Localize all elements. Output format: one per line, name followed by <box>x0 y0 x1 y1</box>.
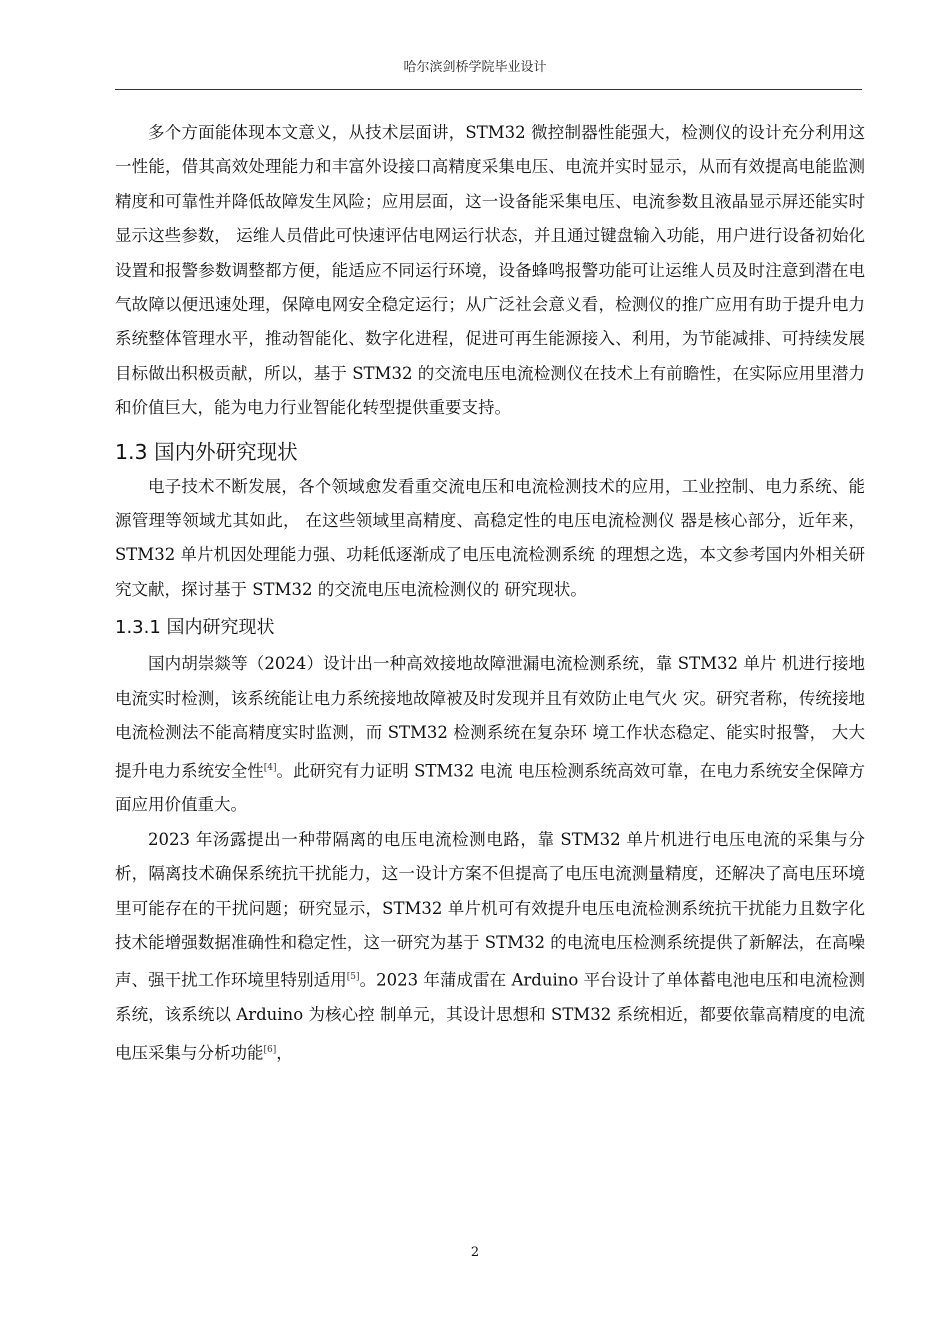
header-divider <box>115 89 862 90</box>
paragraph-text: 2023 年汤露提出一种带隔离的电压电流检测电路，靠 STM32 单片机进行电压电流的采集与分析，隔离技术确保系统抗干扰能力，这一设计方案不但提高了电压电流测量精度，还解决了高电压环境里可能存在的干扰问题；研究显示，STM32 单片机可有效提升电压电流检测系统抗干扰能力且数字化技术能增强数据准确性和稳定性，这一研究为基于 STM32 的电流电压检测系统提供了新解法，在高噪声、强干扰工作环境里特别适用 <box>115 829 865 990</box>
subsection-1-3-1-paragraph-1 <box>115 647 865 823</box>
subsection-1-3-1-paragraph-2 <box>115 823 865 1071</box>
citation-6: [6] <box>263 1044 277 1055</box>
page-body <box>115 116 865 1071</box>
paragraph-text: 国内胡崇燚等（2024）设计出一种高效接地故障泄漏电流检测系统，靠 STM32 单片 机进行接地电流实时检测，该系统能让电力系统接地故障被及时发现并且有效防止电气火 灾。研究者称，传统接地电流检测法不能高精度实时监测，而 STM32 检测系统在复杂环 境工作状态稳定、能实时报警， 大大提升电力系统安全性 <box>115 654 865 780</box>
section-1-3-paragraph: 电子技术不断发展，各个领域愈发看重交流电压和电流检测技术的应用，工业控制、电力系统、能源管理等领域尤其如此， 在这些领域里高精度、高稳定性的电压电流检测仪 器是核心部分，近年来，STM32 单片机因处理能力强、功耗低逐渐成了电压电流检测系统 的理想之选，本文参考国内外相关研究文献，探讨基于 STM32 的交流电压电流检测仪的 研究现状。 <box>115 476 865 599</box>
page-number: 2 <box>470 1245 480 1260</box>
paragraph-text: 。此研究有力证明 STM32 电流 电压检测系统高效可靠，在电力系统安全保障方面应用价值重大。 <box>115 761 866 815</box>
subsection-heading-1-3-1: 1.3.1 国内研究现状 <box>115 617 275 639</box>
running-header: 哈尔滨剑桥学院毕业设计 <box>403 60 547 75</box>
citation-4: [4] <box>263 762 277 773</box>
paragraph-text: 。2023 年蒲成雷在 Arduino 平台设计了单体蓄电池电压和电流检测系统，该系统以 Arduino 为核心控 制单元，其设计思想和 STM32 系统相近，都要依靠高精度的电流电压采集与分析功能 <box>115 970 865 1063</box>
intro-paragraph: 多个方面能体现本文意义，从技术层面讲，STM32 微控制器性能强大，检测仪的设计充分利用这一性能，借其高效处理能力和丰富外设接口高精度采集电压、电流并实时显示，从而有效提高电能监测精度和可靠性并降低故障发生风险；应用层面，这一设备能采集电压、电流参数且液晶显示屏还能实时显示这些参数， 运维人员借此可快速评估电网运行状态，并且通过键盘输入功能，用户进行设备初始化设置和报警参数调整都方便，能适应不同运行环境，设备蜂鸣报警功能可让运维人员及时注意到潜在电气故障以便迅速处理，保障电网安全稳定运行；从广泛社会意义看，检测仪的推广应用有助于提升电力系统整体管理水平，推动智能化、数字化进程，促进可再生能源接入、利用，为节能减排、可持续发展目标做出积极贡献，所以，基于 STM32 的交流电压电流检测仪在技术上有前瞻性，在实际应用里潜力和价值巨大，能为电力行业智能化转型提供重要支持。 <box>115 123 865 418</box>
paragraph-text: ， <box>276 1043 293 1063</box>
section-heading-1-3: 1.3 国内外研究现状 <box>115 439 298 464</box>
citation-5: [5] <box>346 972 360 983</box>
